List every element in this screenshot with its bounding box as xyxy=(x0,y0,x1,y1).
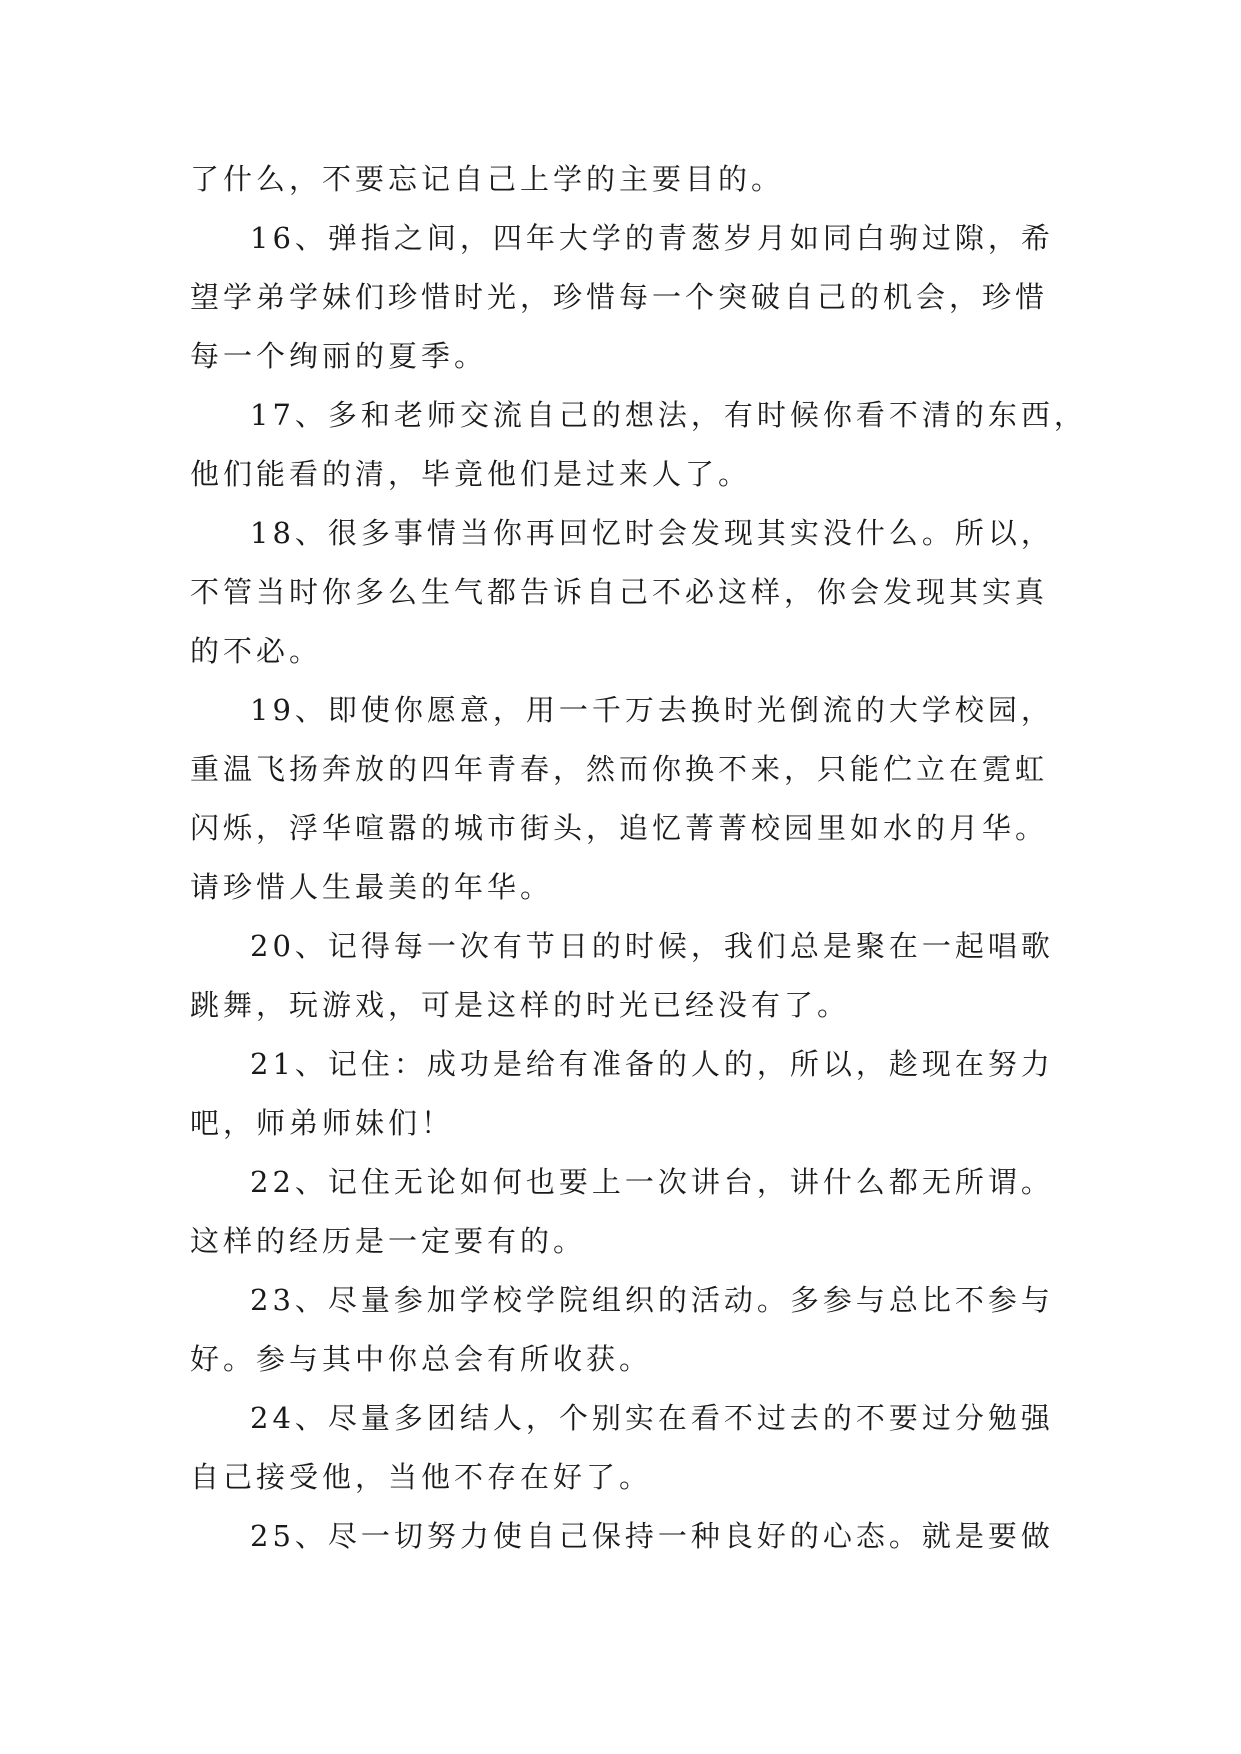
document-body xyxy=(190,150,1087,1566)
text-line-23: 自己接受他，当他不存在好了。 xyxy=(190,1460,653,1494)
text-line-10: 19、即使你愿意，用一千万去换时光倒流的大学校园， xyxy=(250,693,1054,727)
text-line-2: 16、弹指之间，四年大学的青葱岁月如同白驹过隙，希 xyxy=(250,221,1054,255)
text-line-11: 重温飞扬奔放的四年青春，然而你换不来，只能伫立在霓虹 xyxy=(190,752,1049,786)
text-line-19: 这样的经历是一定要有的。 xyxy=(190,1224,587,1258)
text-line-5: 17、多和老师交流自己的想法，有时候你看不清的东西， xyxy=(250,398,1087,432)
text-line-15: 跳舞，玩游戏，可是这样的时光已经没有了。 xyxy=(190,988,851,1022)
text-line-24: 25、尽一切努力使自己保持一种良好的心态。就是要做 xyxy=(250,1519,1054,1553)
text-line-7: 18、很多事情当你再回忆时会发现其实没什么。所以， xyxy=(250,516,1054,550)
text-line-3: 望学弟学妹们珍惜时光，珍惜每一个突破自己的机会，珍惜 xyxy=(190,280,1049,314)
text-line-20: 23、尽量参加学校学院组织的活动。多参与总比不参与 xyxy=(250,1283,1054,1317)
text-line-6: 他们能看的清，毕竟他们是过来人了。 xyxy=(190,457,752,491)
text-line-18: 22、记住无论如何也要上一次讲台，讲什么都无所谓。 xyxy=(250,1165,1054,1199)
text-line-4: 每一个绚丽的夏季。 xyxy=(190,339,488,373)
text-line-22: 24、尽量多团结人，个别实在看不过去的不要过分勉强 xyxy=(250,1401,1054,1435)
text-line-16: 21、记住：成功是给有准备的人的，所以，趁现在努力 xyxy=(250,1047,1054,1081)
text-line-8: 不管当时你多么生气都告诉自己不必这样，你会发现其实真 xyxy=(190,575,1049,609)
text-line-1: 了什么，不要忘记自己上学的主要目的。 xyxy=(190,162,785,196)
text-line-17: 吧，师弟师妹们！ xyxy=(190,1106,455,1140)
text-line-13: 请珍惜人生最美的年华。 xyxy=(190,870,554,904)
text-line-21: 好。参与其中你总会有所收获。 xyxy=(190,1342,653,1376)
text-line-12: 闪烁，浮华喧嚣的城市街头，追忆菁菁校园里如水的月华。 xyxy=(190,811,1049,845)
text-line-9: 的不必。 xyxy=(190,634,323,668)
text-line-14: 20、记得每一次有节日的时候，我们总是聚在一起唱歌 xyxy=(250,929,1054,963)
